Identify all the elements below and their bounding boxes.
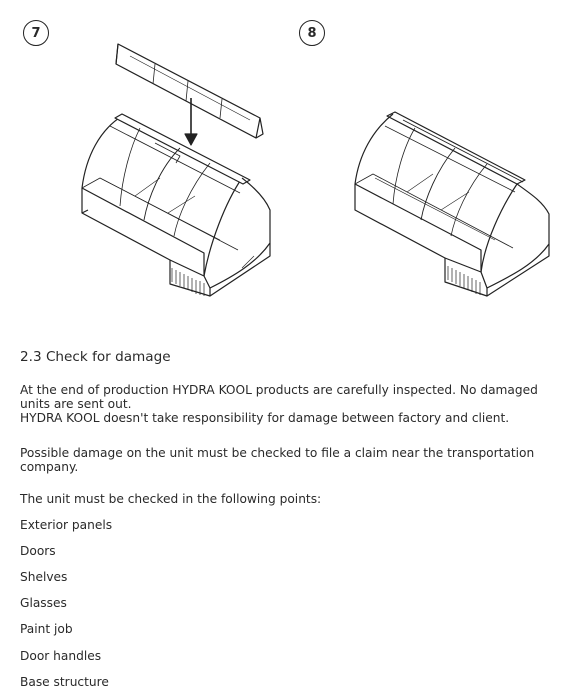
- checkpoint-item: Glasses: [20, 596, 67, 610]
- checkpoint-item: Exterior panels: [20, 518, 113, 532]
- showcase-illustration-step-8: [345, 92, 560, 300]
- refrigerated-showcase: [82, 114, 270, 296]
- paragraph-inspection: [20, 383, 580, 425]
- paragraph-line: units are sent out.: [20, 397, 132, 411]
- section-heading: 2.3 Check for damage: [20, 349, 171, 365]
- paragraph-line: At the end of production HYDRA KOOL products are carefully inspected. No damaged: [20, 383, 538, 397]
- checkpoint-item: Base structure: [20, 675, 109, 689]
- showcase-illustration-step-7: [60, 38, 290, 300]
- paragraph-line: company.: [20, 460, 79, 474]
- checkpoint-item: Shelves: [20, 570, 68, 584]
- paragraph-line: Possible damage on the unit must be checked to file a claim near the transportation: [20, 446, 535, 460]
- checkpoint-item: Paint job: [20, 622, 73, 636]
- checkpoint-item: Doors: [20, 544, 56, 558]
- step-number: 8: [307, 25, 317, 41]
- step-number-badge: [23, 20, 49, 46]
- refrigerated-showcase: [355, 112, 549, 296]
- paragraph-checkpoints-intro: The unit must be checked in the following points:: [20, 492, 322, 506]
- checkpoint-item: Door handles: [20, 649, 102, 663]
- paragraph-line: HYDRA KOOL doesn't take responsibility for damage between factory and client.: [20, 411, 510, 425]
- paragraph-claim: [20, 446, 580, 474]
- step-number-badge: [299, 20, 325, 46]
- step-number: 7: [31, 25, 41, 41]
